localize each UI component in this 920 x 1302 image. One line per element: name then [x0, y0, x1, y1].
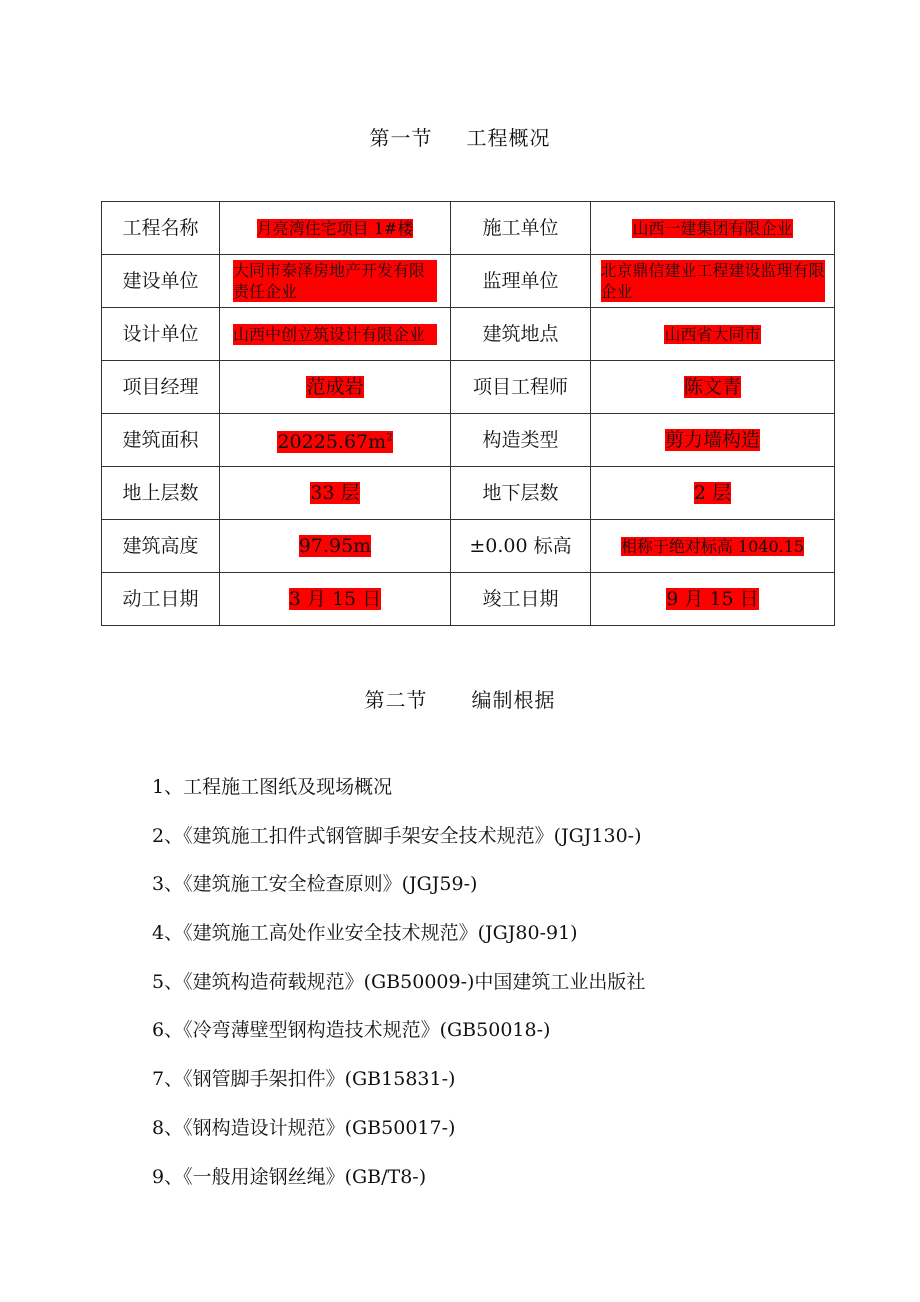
table-row	[102, 308, 835, 361]
section-1-heading	[0, 122, 920, 151]
value-cell	[591, 414, 835, 467]
list-item: 9、《一般用途钢丝绳》(GB/T8-)	[152, 1165, 427, 1188]
label-cell: ±0.00 标高	[451, 520, 591, 573]
value-highlight: 陈文青	[683, 376, 741, 398]
list-item: 2、《建筑施工扣件式钢管脚手架安全技术规范》(JGJ130-)	[152, 824, 642, 847]
label-cell: 竣工日期	[451, 573, 591, 626]
value-cell	[220, 202, 451, 255]
list-item: 8、《钢构造设计规范》(GB50017-)	[152, 1116, 456, 1139]
section-2-number: 第二节	[364, 688, 428, 712]
value-highlight: 山西一建集团有限企业	[632, 219, 793, 238]
value-highlight: 范成岩	[306, 376, 364, 398]
value-highlight: 相称于绝对标高 1040.15	[620, 537, 805, 556]
label-cell: 施工单位	[451, 202, 591, 255]
table-row	[102, 520, 835, 573]
value-cell	[591, 520, 835, 573]
label-cell: 构造类型	[451, 414, 591, 467]
value-cell	[591, 573, 835, 626]
table-row	[102, 414, 835, 467]
label-cell: 设计单位	[102, 308, 220, 361]
value-cell	[220, 255, 451, 308]
value-cell	[591, 202, 835, 255]
value-highlight: 剪力墙构造	[664, 429, 760, 451]
table-row	[102, 467, 835, 520]
table-row	[102, 202, 835, 255]
value-highlight: 月亮湾住宅项目 1#楼	[256, 219, 414, 238]
list-item: 7、《钢管脚手架扣件》(GB15831-)	[152, 1068, 456, 1091]
list-item: 4、《建筑施工高处作业安全技术规范》(JGJ80-91)	[152, 922, 578, 945]
value-cell	[591, 467, 835, 520]
list-item: 1、工程施工图纸及现场概况	[152, 776, 393, 798]
label-cell: 地上层数	[102, 467, 220, 520]
value-cell	[591, 361, 835, 414]
value-highlight: 33 层	[310, 482, 360, 504]
value-highlight: 大同市泰泽房地产开发有限责任企业	[233, 260, 437, 302]
value-cell	[220, 414, 451, 467]
value-highlight: 97.95m	[298, 535, 372, 557]
value-highlight: 2 层	[693, 482, 732, 504]
area-unit-exponent: 2	[386, 432, 393, 444]
value-cell	[220, 467, 451, 520]
value-highlight: 3 月 15 日	[288, 588, 382, 610]
value-highlight: 9 月 15 日	[666, 588, 759, 610]
list-item: 5、《建筑构造荷载规范》(GB50009-)中国建筑工业出版社	[152, 970, 646, 993]
value-cell	[220, 520, 451, 573]
basis-list	[152, 773, 645, 1211]
value-cell	[591, 255, 835, 308]
section-2-title: 编制根据	[471, 688, 556, 712]
label-cell: 建筑高度	[102, 520, 220, 573]
table-row	[102, 361, 835, 414]
value-highlight: 北京鼎信建业工程建设监理有限企业	[600, 261, 825, 301]
table-row	[102, 573, 835, 626]
value-highlight: 山西中创立筑设计有限企业	[233, 324, 437, 345]
list-item: 6、《冷弯薄壁型钢构造技术规范》(GB50018-)	[152, 1019, 551, 1042]
label-cell: 地下层数	[451, 467, 591, 520]
section-2-heading	[0, 684, 920, 713]
label-cell: 建筑地点	[451, 308, 591, 361]
project-overview-table	[101, 201, 835, 626]
table-row	[102, 255, 835, 308]
area-value: 20225.67m	[277, 430, 387, 453]
value-cell	[591, 308, 835, 361]
label-cell: 项目经理	[102, 361, 220, 414]
label-cell: 工程名称	[102, 202, 220, 255]
section-1-number: 第一节	[369, 126, 433, 150]
value-cell	[220, 573, 451, 626]
list-item: 3、《建筑施工安全检查原则》(JGJ59-)	[152, 873, 478, 896]
label-cell: 监理单位	[451, 255, 591, 308]
label-cell: 建设单位	[102, 255, 220, 308]
label-cell: 项目工程师	[451, 361, 591, 414]
value-cell	[220, 308, 451, 361]
section-1-title: 工程概况	[466, 126, 551, 150]
label-cell: 建筑面积	[102, 414, 220, 467]
label-cell: 动工日期	[102, 573, 220, 626]
value-highlight	[277, 431, 392, 453]
value-cell	[220, 361, 451, 414]
value-highlight: 山西省大同市	[664, 325, 761, 344]
